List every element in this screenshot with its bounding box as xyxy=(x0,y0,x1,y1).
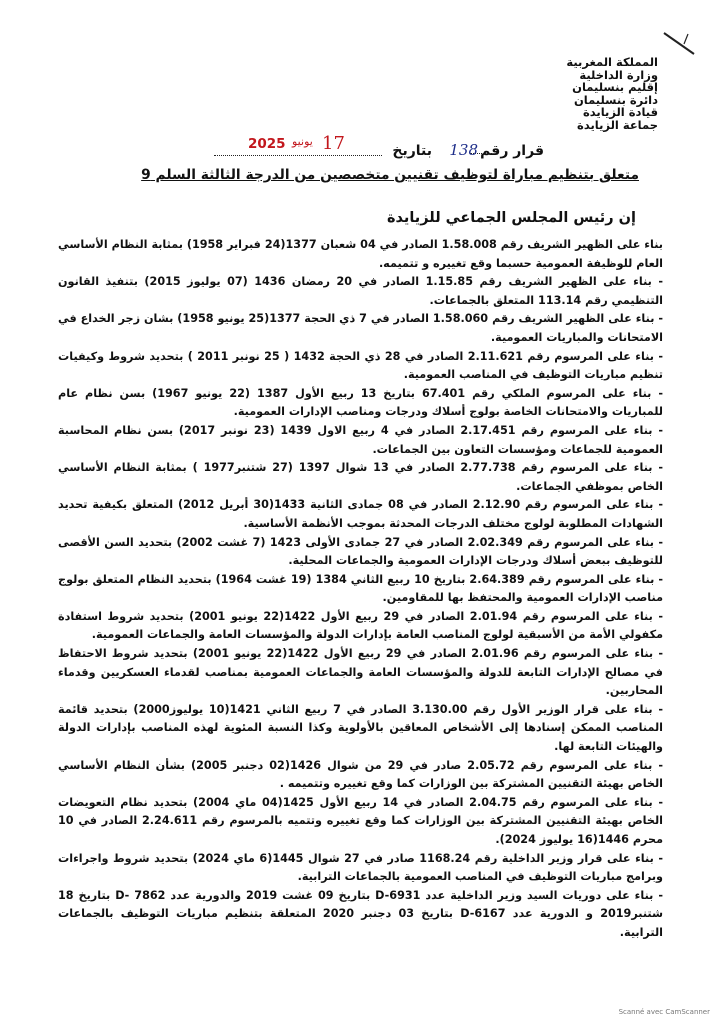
decision-subject: متعلق بتنظيم مباراة لتوظيف تقنيين متخصصين من الدرجة الثالثة السلم 9 xyxy=(141,167,639,183)
legal-reference: - بناء على المرسوم رقم 2.64.389 بتاريخ 10 ربيع الثاني 1384 (19 غشت 1964) بتحديد النظام المتعلق بولوج مناصب الإدارات العمومية والمحتفظ بها للمقاومين. xyxy=(58,572,663,605)
header-line: إقليم بنسليمان xyxy=(572,80,658,95)
legal-reference: - بناء على المرسوم رقم 2.17.451 الصادر في 4 ربيع الاول 1439 (23 نونبر 2017) بسن نظام المحاسبة العمومية للجماعات ومؤسسات التعاون بين الجماعات. xyxy=(58,423,663,456)
dotted-line xyxy=(214,155,382,156)
decision-month: يونيو xyxy=(292,135,313,148)
pen-stroke-mark xyxy=(662,30,696,56)
issuing-authority-header xyxy=(458,56,658,132)
legal-reference: بناء على الظهير الشريف رقم 1.58.008 الصادر في 04 شعبان 1377(24 فبراير 1958) بمثابة النظام الأساسي العام للوظيفة العمومية حسبما وقع تغييره و تتميمه. xyxy=(58,238,663,270)
legal-reference: - بناء على المرسوم رقم 2.02.349 الصادر في 27 جمادى الأولى 1423 (7 غشت 2002) بتحديد السن الأقصى للتوظيف ببعض أسلاك ودرجات الإدارات العمومية والجماعات المحلية. xyxy=(58,535,663,568)
legal-reference: - بناء على المرسوم رقم 2.05.72 صادر في 29 من شوال 1426(02 دجنبر 2005) بشأن النظام الأساسي الخاص بهيئة التقنيين المشتركة بين الوزارات كما وقع تغييره وتتميمه . xyxy=(58,758,663,791)
legal-reference: - بناء على الظهير الشريف رقم 1.15.85 الصادر في 20 رمضان 1436 (07 يوليوز 2015) بتنفيذ القانون التنظيمي رقم 113.14 المتعلق بالجماعات. xyxy=(58,275,663,307)
date-label: بتاريخ xyxy=(392,143,432,159)
president-title: إن رئيس المجلس الجماعي للزيايدة xyxy=(386,210,636,226)
legal-reference: - بناء على قرار الوزير الأول رقم 3.130.00 الصادر في 7 ربيع الثاني 1421(10 يوليوز2000) بتحديد قائمة المناصب الممكن إسنادها إلى الأشخاص المعاقين بالأولوية وكذا النسبة المئوية لهذه المناصب بإدارات الدولة والهيئات التابعة لها. xyxy=(58,702,663,754)
legal-reference: - بناء على المرسوم رقم 2.11.621 الصادر في 28 ذي الحجة 1432 ( 25 نونبر 2011 ) بتحديد شروط وكيفيات تنظيم مباريات التوظيف في المناصب العمومية. xyxy=(58,349,664,382)
decision-label: قرار رقم xyxy=(480,143,544,159)
legal-reference: - بناء على المرسوم رقم 2.04.75 الصادر في 14 ربيع الأول 1425(04 ماي 2004) بتحديد نظام التعويضات الخاص بهيئة التقنيين المشتركة بين الوزارات كما وقع تغييره وتتميه بالمرسوم رقم 2.24.611 الصادر في 10 محرم 1446(16 يوليوز 2024). xyxy=(58,795,663,846)
decision-number-line xyxy=(204,133,544,169)
legal-reference: - بناء على المرسوم رقم 2.01.94 الصادر في 29 ربيع الأول 1422(22 يونيو 2001) بتحديد شروط استفادة مكفولي الأمة من الأسبقية لولوج المناصب العامة بإدارات الدولة والمؤسسات العامة والجماعات العمومية. xyxy=(58,609,663,642)
header-line: دائرة بنسليمان xyxy=(573,92,658,107)
legal-reference: - بناء على الظهير الشريف رقم 1.58.060 الصادر في 7 ذي الحجة 1377(25 يونيو 1958) بشان زجر الخداع في الامتحانات والمباريات العمومية. xyxy=(58,312,663,344)
header-line: قيادة الزيايدة xyxy=(582,105,658,120)
legal-reference: - بناء على قرار وزير الداخلية رقم 1168.24 صادر في 27 شوال 1445(6 ماي 2024) بتحديد شروط واجراءات وبرامج مباريات التوظيف في المناصب العمومية بالجماعات الترابية. xyxy=(58,851,663,884)
header-line: جماعة الزيايدة xyxy=(577,117,658,132)
decision-year: 2025 xyxy=(248,136,286,152)
header-line: وزارة الداخلية xyxy=(579,67,658,82)
document-body xyxy=(58,236,663,943)
legal-reference: - بناء على دوريات السيد وزير الداخلية عدد D-6931 بتاريخ 09 غشت 2019 والدورية عدد D- 7862 بتاريخ 18 شتنبر2019 و الدورية عدد D-6167 بتاريخ 03 دجنبر 2020 المتعلقة بتنظيم مباريات التوظيف بالجماعات الترابية. xyxy=(58,888,663,939)
legal-reference: - بناء على المرسوم رقم 2.12.90 الصادر في 08 جمادى الثانية 1433(30 أبريل 2012) المتعلق بكيفية تحديد الشهادات المطلوبة لولوج مختلف الدرجات المحدثة بموجب الأنظمة الأساسية. xyxy=(58,498,663,530)
decision-day: 17 xyxy=(322,133,345,154)
header-line: المملكة المغربية xyxy=(566,55,658,69)
decision-number: 138 xyxy=(449,141,478,159)
legal-reference: - بناء على المرسوم الملكي رقم 67.401 بتاريخ 13 ربيع الأول 1387 (22 يونيو 1967) بسن نظام عام للمباريات والامتحانات الخاصة بولوج أسلاك ودرجات ومناصب الإدارات العمومية. xyxy=(58,386,663,419)
legal-reference: - بناء على المرسوم رقم 2.77.738 الصادر في 13 شوال 1397 (27 شتنبر1977 ) بمثابة النظام الأساسي الخاص بموظفي الجماعات. xyxy=(58,461,663,493)
legal-reference: - بناء على المرسوم رقم 2.01.96 الصادر في 29 ربيع الأول 1422(22 يونيو 2001) بتحديد شروط الاحتفاظ في مصالح الإدارات التابعة للدولة والمؤسسات العامة والجماعات العمومية بمناصب لقدماء العسكريين وقدماء المحاربين. xyxy=(58,647,663,698)
scanner-watermark: Scanné avec CamScanner xyxy=(618,1008,710,1016)
